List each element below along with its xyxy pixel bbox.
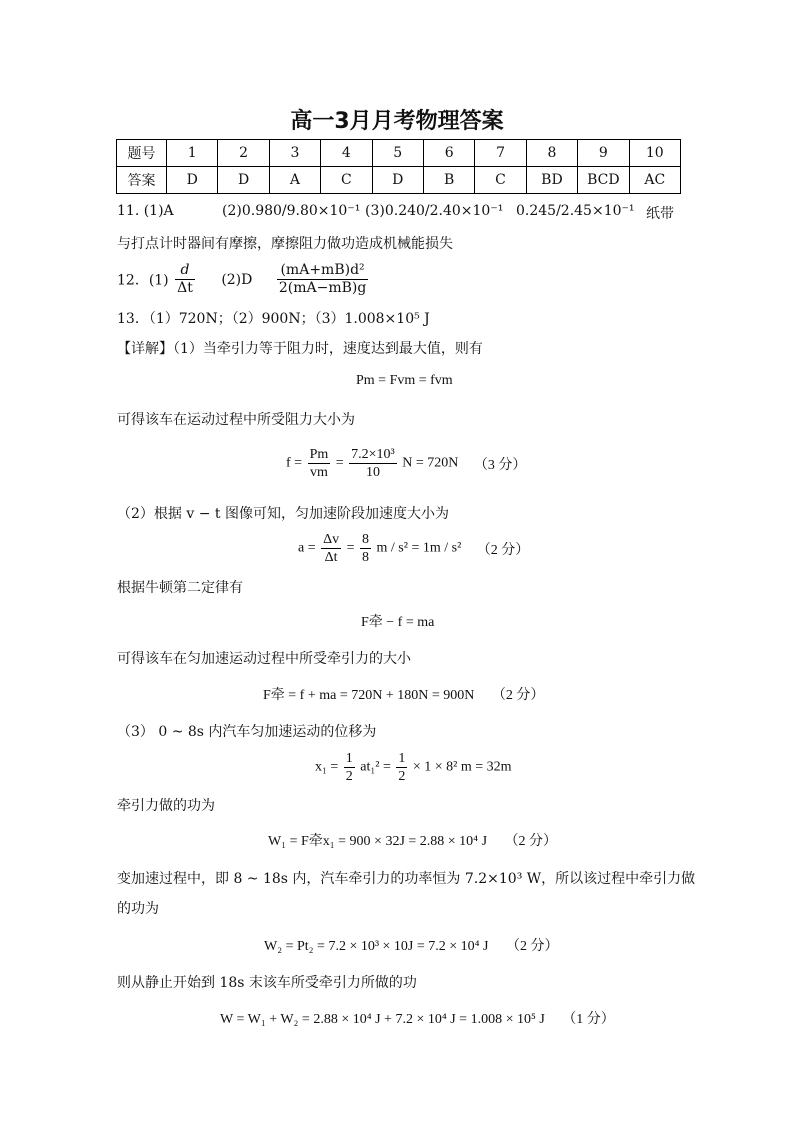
equation-4: F牵 − f = ma bbox=[361, 615, 435, 630]
eq3-equals: = bbox=[346, 540, 355, 556]
eq3-f1-denominator: Δt bbox=[324, 550, 338, 565]
q12-f1-numerator: d bbox=[175, 262, 195, 280]
eq5-score: （2 分） bbox=[491, 688, 545, 703]
q11-part5: 纸带 bbox=[646, 206, 674, 222]
eq3-score: （2 分） bbox=[476, 542, 530, 558]
detail-text: （1）当牵引力等于阻力时，速度达到最大值，则有 bbox=[173, 341, 483, 357]
text-8b: 的功为 bbox=[117, 901, 159, 917]
answer-cell: BCD bbox=[578, 167, 629, 194]
q13-summary: 13．（1）720N；（2）900N；（3）1.008×10⁵ J bbox=[117, 311, 430, 327]
q12-fraction-1 bbox=[175, 262, 195, 297]
eq3-right: m / s² = 1m / s² bbox=[376, 540, 462, 556]
q12-fraction-2 bbox=[277, 262, 368, 297]
answer-cell: A bbox=[269, 167, 320, 194]
equation-8 bbox=[264, 935, 559, 955]
eq2-fraction-1 bbox=[308, 446, 331, 481]
eq6-right: × 1 × 8² m = 32m bbox=[412, 759, 512, 775]
q11-part1: 11. (1)A bbox=[117, 203, 174, 219]
page-title: 高一3月月考物理答案 bbox=[290, 109, 504, 134]
q12-part2: (2)D bbox=[221, 271, 253, 288]
answer-cell: D bbox=[167, 167, 218, 194]
eq3-f2-numerator: 8 bbox=[362, 532, 370, 547]
eq6-h1-numerator: 1 bbox=[345, 751, 353, 766]
equation-9 bbox=[220, 1008, 615, 1028]
eq8-body: W₂ = Pt₂ = 7.2 × 10³ × 10J = 7.2 × 10⁴ J bbox=[264, 939, 489, 954]
eq9-score: （1 分） bbox=[562, 1012, 615, 1027]
question-number: 1 bbox=[167, 140, 218, 167]
answer-cell: D bbox=[218, 167, 269, 194]
q11-part3: (3)0.240/2.40×10⁻¹ bbox=[365, 203, 504, 219]
question-number: 2 bbox=[218, 140, 269, 167]
eq2-equals: = bbox=[335, 455, 344, 471]
text-6: （3） 0 ~ 8s 内汽车匀加速运动的位移为 bbox=[117, 724, 377, 740]
q12-f1-denominator: Δt bbox=[177, 280, 193, 296]
row-label-answer: 答案 bbox=[117, 167, 167, 194]
eq6-mid: at₁² = bbox=[360, 759, 391, 775]
eq7-body: W₁ = F牵x₁ = 900 × 32J = 2.88 × 10⁴ J bbox=[268, 834, 488, 849]
eq3-fraction-1 bbox=[321, 531, 341, 566]
equation-6 bbox=[315, 750, 512, 785]
text-4: 根据牛顿第二定律有 bbox=[117, 580, 243, 596]
q12-block bbox=[117, 262, 370, 297]
equation-5 bbox=[263, 684, 544, 704]
q13-detail-line bbox=[117, 338, 483, 358]
q12-f2-numerator: (mA+mB)d² bbox=[277, 262, 368, 280]
answer-cell: B bbox=[423, 167, 474, 194]
eq2-right: N = 720N bbox=[402, 455, 459, 471]
eq2-score: （3 分） bbox=[473, 457, 527, 473]
answer-cell: C bbox=[321, 167, 372, 194]
eq2-f2-numerator: 7.2×10³ bbox=[351, 447, 395, 462]
answer-cell: D bbox=[372, 167, 423, 194]
eq6-half-2 bbox=[396, 750, 407, 785]
eq2-fraction-2 bbox=[349, 446, 397, 481]
table-row bbox=[117, 140, 681, 167]
equation-7 bbox=[268, 830, 557, 850]
equation-2 bbox=[286, 446, 526, 481]
eq2-f1-denominator: vm bbox=[309, 465, 328, 480]
question-number: 9 bbox=[578, 140, 629, 167]
eq5-body: F牵 = f + ma = 720N + 180N = 900N bbox=[263, 688, 475, 703]
eq2-f1-numerator: Pm bbox=[309, 447, 329, 462]
text-5: 可得该车在匀加速运动过程中所受牵引力的大小 bbox=[117, 651, 411, 667]
eq3-fraction-2 bbox=[360, 531, 371, 566]
text-2: 可得该车在运动过程中所受阻力大小为 bbox=[117, 412, 355, 428]
text-7: 牵引力做的功为 bbox=[117, 798, 215, 814]
eq2-f2-denominator: 10 bbox=[365, 465, 380, 480]
table-row bbox=[117, 167, 681, 194]
question-number: 5 bbox=[372, 140, 423, 167]
eq3-f2-denominator: 8 bbox=[362, 550, 370, 565]
question-number: 10 bbox=[629, 140, 680, 167]
eq3-left: a = bbox=[298, 540, 316, 556]
eq9-body: W = W₁ + W₂ = 2.88 × 10⁴ J + 7.2 × 10⁴ J = 1.008 × 10⁵ J bbox=[220, 1012, 545, 1027]
q11-part2: (2)0.980/9.80×10⁻¹ bbox=[222, 203, 361, 219]
question-number: 8 bbox=[526, 140, 577, 167]
eq3-f1-numerator: Δv bbox=[323, 532, 340, 547]
q11-line2: 与打点计时器间有摩擦，摩擦阻力做功造成机械能损失 bbox=[117, 236, 453, 252]
answer-table bbox=[116, 139, 681, 194]
q12-f2-denominator: 2(mA−mB)g bbox=[278, 280, 367, 296]
text-8: 变加速过程中，即 8 ~ 18s 内，汽车牵引力的功率恒为 7.2×10³ W，所以该过程中牵引力做 bbox=[117, 871, 696, 887]
answer-cell: C bbox=[475, 167, 526, 194]
eq6-left: x₁ = bbox=[315, 759, 339, 775]
detail-heading: 【详解】 bbox=[117, 341, 173, 357]
equation-1: Pm = Fvm = fvm bbox=[356, 373, 453, 388]
eq8-score: （2 分） bbox=[506, 939, 559, 954]
eq6-h2-denominator: 2 bbox=[398, 769, 406, 784]
text-9: 则从静止开始到 18s 末该车所受牵引力所做的功 bbox=[117, 975, 417, 991]
row-label-question: 题号 bbox=[117, 140, 167, 167]
q11-part4: 0.245/2.45×10⁻¹ bbox=[516, 203, 635, 219]
equation-3 bbox=[298, 531, 529, 566]
text-3: （2）根据 v − t 图像可知，匀加速阶段加速度大小为 bbox=[117, 506, 449, 522]
answer-cell: AC bbox=[629, 167, 680, 194]
eq6-h1-denominator: 2 bbox=[345, 769, 353, 784]
eq7-score: （2 分） bbox=[504, 834, 558, 849]
eq6-h2-numerator: 1 bbox=[398, 751, 406, 766]
question-number: 4 bbox=[321, 140, 372, 167]
question-number: 7 bbox=[475, 140, 526, 167]
q12-label: 12．(1) bbox=[117, 272, 169, 289]
question-number: 6 bbox=[423, 140, 474, 167]
eq6-half-1 bbox=[344, 750, 355, 785]
eq2-left: f = bbox=[286, 455, 303, 471]
question-number: 3 bbox=[269, 140, 320, 167]
answer-cell: BD bbox=[526, 167, 577, 194]
